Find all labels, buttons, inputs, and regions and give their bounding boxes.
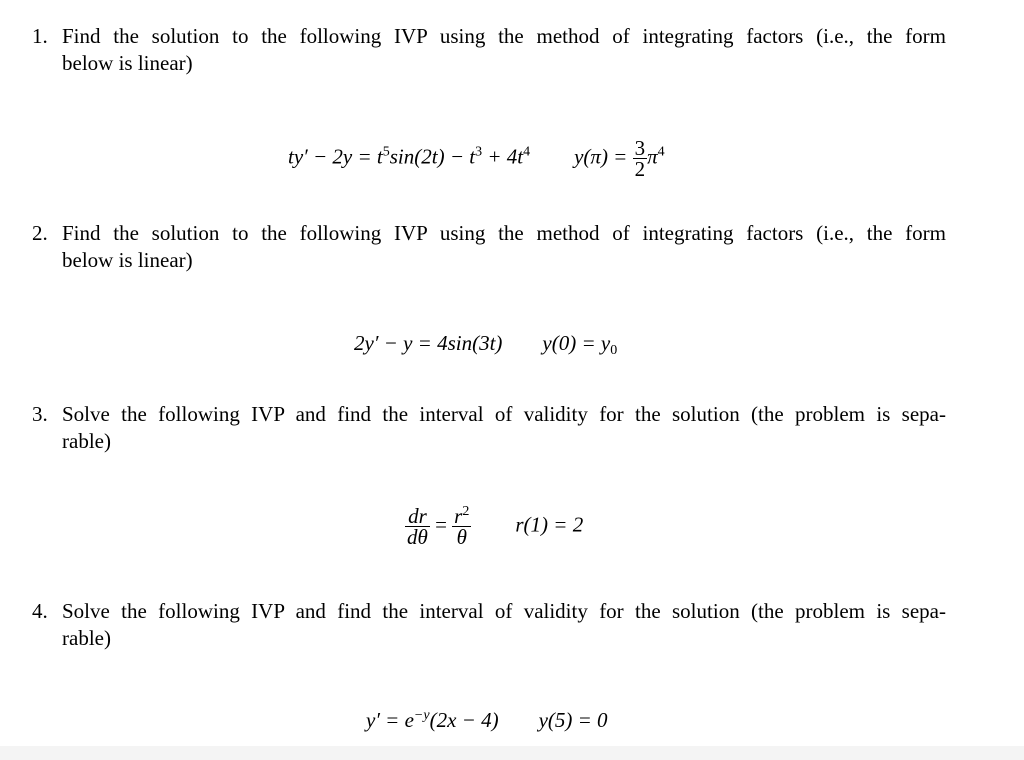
equation-main: y′ = e [366, 708, 414, 732]
initial-condition: y(5) = 0 [538, 708, 608, 732]
statement-line: below is linear) [62, 248, 193, 272]
fraction-numerator [452, 506, 471, 527]
equation-plus: + 4t [482, 144, 524, 169]
fraction-numerator: 3 [634, 136, 646, 160]
statement-line: Find the solution to the following IVP using the method of integrating factors (i.e., the form [62, 221, 946, 245]
exponent: 5 [382, 144, 390, 160]
exponent: 4 [523, 144, 531, 160]
statement-line: rable) [62, 429, 111, 453]
initial-condition: y(0) = y [542, 331, 611, 355]
problem-statement [62, 220, 946, 274]
statement-line: Solve the following IVP and find the interval of validity for the solution (the problem is sepa- [62, 599, 946, 623]
initial-condition: r(1) = 2 [515, 512, 584, 537]
exponent: 2 [462, 504, 470, 519]
exponent: 3 [475, 144, 483, 160]
equation-4 [366, 708, 666, 733]
problem-number: 1. [32, 24, 48, 48]
problem-number: 2. [32, 221, 48, 245]
statement-line: below is linear) [62, 51, 193, 75]
fraction-denominator: θ [456, 525, 467, 549]
page-bottom-edge [0, 746, 1024, 760]
initial-condition: y(π) = [574, 144, 628, 169]
subscript: 0 [610, 343, 618, 358]
exponent: 4 [657, 144, 665, 160]
fraction-denominator: dθ [407, 525, 428, 549]
exponent: −y [413, 708, 430, 723]
problem-number: 3. [32, 402, 48, 426]
statement-line: Find the solution to the following IVP using the method of integrating factors (i.e., the form [62, 24, 946, 48]
fraction [405, 506, 430, 547]
problem-statement [62, 401, 946, 455]
equation-mid: sin(2t) − t [389, 144, 476, 169]
fraction [452, 506, 471, 547]
equation-main: 2y′ − y = 4sin(3t) [354, 331, 503, 355]
statement-line: Solve the following IVP and find the interval of validity for the solution (the problem is sepa- [62, 402, 946, 426]
equation-2 [354, 331, 674, 359]
equation-lhs: ty′ − 2y = t [288, 144, 383, 169]
equation-tail: (2x − 4) [429, 708, 499, 732]
condition-tail: π [647, 144, 658, 169]
problem-statement [62, 23, 946, 77]
fraction-denominator: 2 [634, 157, 646, 181]
equation-1 [288, 138, 748, 179]
statement-line: rable) [62, 626, 111, 650]
fraction-numerator: dr [405, 506, 430, 527]
equals-sign: = [435, 512, 447, 537]
problem-statement [62, 598, 946, 652]
numerator-base: r [454, 504, 463, 528]
fraction [633, 138, 648, 179]
equation-3 [405, 506, 625, 547]
problem-number: 4. [32, 599, 48, 623]
